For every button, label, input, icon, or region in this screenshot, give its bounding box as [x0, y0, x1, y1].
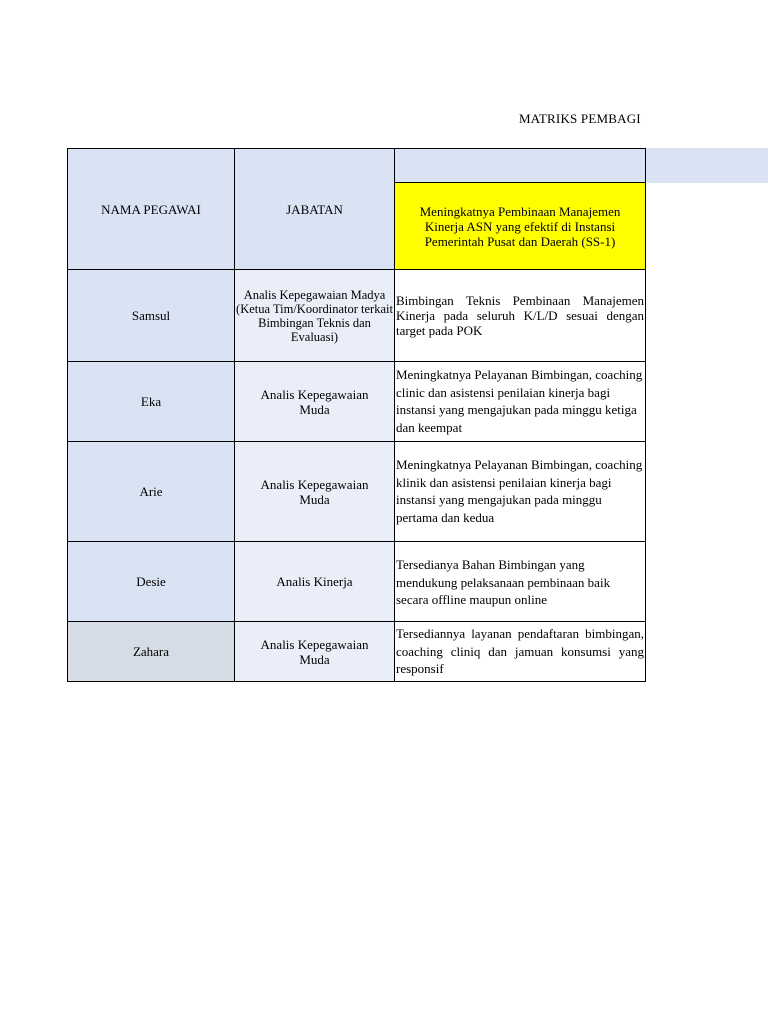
table-row [68, 442, 646, 542]
row-tugas: Tersediannya layanan pendaftaran bimbingan, coaching cliniq dan jamuan konsumsi yang responsif [395, 622, 646, 682]
matrix-table [67, 148, 646, 682]
row-tugas: Tersedianya Bahan Bimbingan yang mendukung pelaksanaan pembinaan baik secara offline maupun online [395, 542, 646, 622]
row-jabatan: Analis Kepegawaian Muda [235, 622, 395, 682]
table-row [68, 362, 646, 442]
row-tugas: Meningkatnya Pelayanan Bimbingan, coaching clinic dan asistensi penilaian kinerja bagi instansi yang mengajukan pada minggu ketiga dan keempat [395, 362, 646, 442]
header-sasaran-ss1: Meningkatnya Pembinaan Manajemen Kinerja ASN yang efektif di Instansi Pemerintah Pusat dan Daerah (SS-1) [395, 183, 646, 270]
row-nama: Samsul [68, 270, 235, 362]
table-row [68, 270, 646, 362]
row-tugas: Bimbingan Teknis Pembinaan Manajemen Kinerja pada seluruh K/L/D sesuai dengan target pada POK [395, 270, 646, 362]
header-nama-pegawai: NAMA PEGAWAI [68, 149, 235, 270]
row-jabatan: Analis Kepegawaian Muda [235, 362, 395, 442]
row-nama: Arie [68, 442, 235, 542]
row-nama: Eka [68, 362, 235, 442]
row-jabatan: Analis Kepegawaian Muda [235, 442, 395, 542]
row-tugas: Meningkatnya Pelayanan Bimbingan, coaching klinik dan asistensi penilaian kinerja bagi instansi yang mengajukan pada minggu pertama dan kedua [395, 442, 646, 542]
row-nama: Zahara [68, 622, 235, 682]
header-band [646, 148, 768, 183]
header-blank-band [395, 149, 646, 183]
page-title: MATRIKS PEMBAGI [519, 111, 641, 126]
table-row [68, 542, 646, 622]
row-nama: Desie [68, 542, 235, 622]
row-jabatan: Analis Kinerja [235, 542, 395, 622]
table-row [68, 622, 646, 682]
row-jabatan: Analis Kepegawaian Madya (Ketua Tim/Koordinator terkait Bimbingan Teknis dan Evaluasi) [235, 270, 395, 362]
header-jabatan: JABATAN [235, 149, 395, 270]
